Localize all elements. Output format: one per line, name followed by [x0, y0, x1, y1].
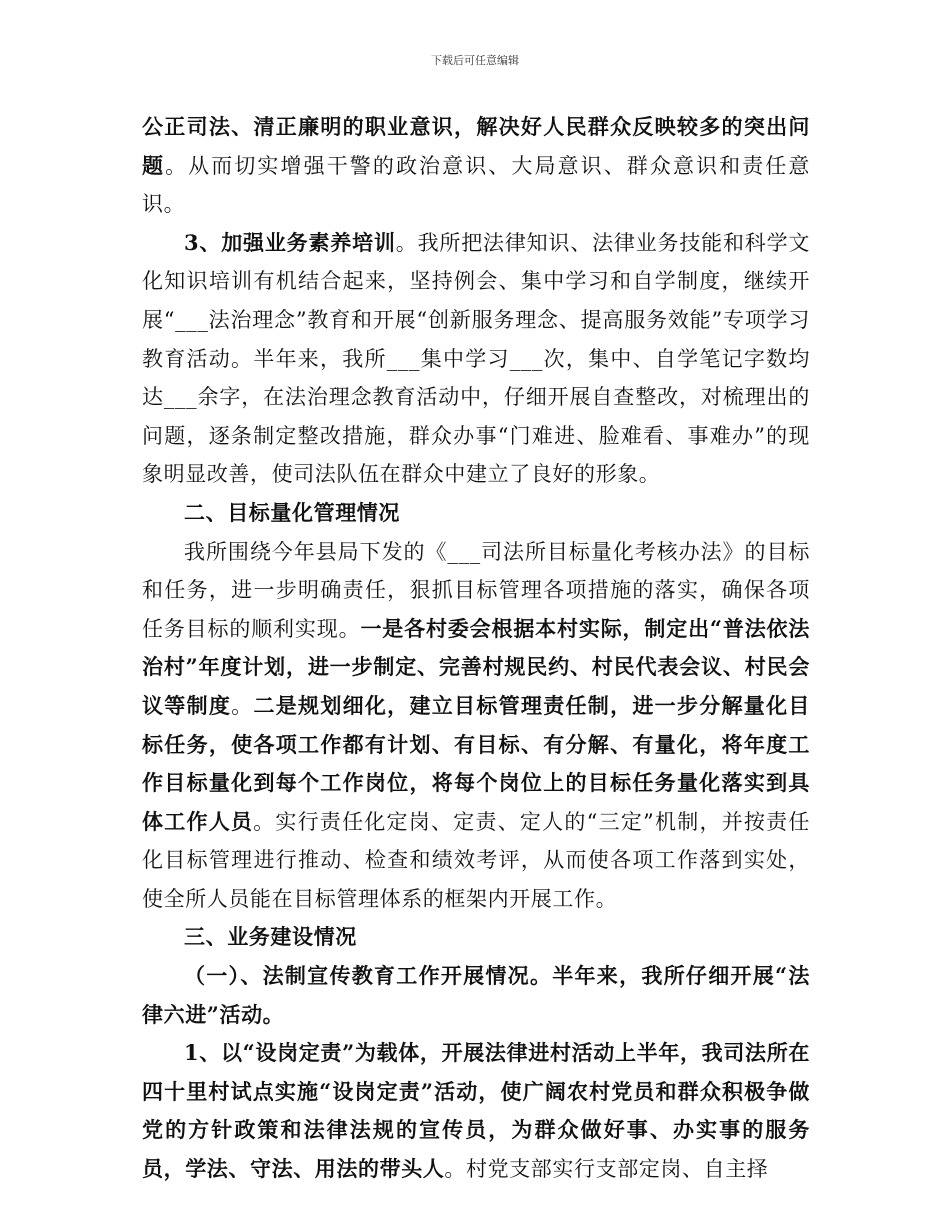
- paragraph: [142, 533, 810, 919]
- paragraph: [142, 108, 810, 224]
- text-normal: 。实行责任化定岗、定责、定人的“三定”机制，并按责任化目标管理进行推动、检查和绩效考评，从而使各项工作落到实处，使全所人员能在目标管理体系的框架内开展工作。: [142, 809, 810, 911]
- section-heading: [142, 494, 810, 533]
- text-normal: 。我所把法律知识、法律业务技能和科学文化知识培训有机结合起来，坚持例会、集中学习和自学制度，继续开展“___法治理念”教育和开展“创新服务理念、提高服务效能”专项学习教育活动。半年来，我所___集中学习___次，集中、自学笔记字数均达___余字，在法治理念教育活动中，仔细开展自查整改，对梳理出的问题，逐条制定整改措施，群众办事“门难进、脸难看、事难办”的现象明显改善，使司法队伍在群众中建立了良好的形象。: [142, 230, 810, 487]
- text-normal: 。从而切实增强干警的政治意识、大局意识、群众意识和责任意识。: [142, 153, 810, 217]
- section-heading: [142, 918, 810, 957]
- text-bold: 二、目标量化管理情况: [184, 499, 400, 525]
- text-bold: 公正司法、清正廉明的职业意识，解决好人民群众反映较多的突出问题: [142, 114, 810, 178]
- text-normal: 。: [231, 693, 254, 718]
- document-body: [142, 108, 810, 1189]
- paragraph: [142, 1034, 810, 1188]
- text-bold: 二是规划细化，建立目标管理责任制，进一步分解量化目标任务，使各项工作都有计划、有目标、有分解、有量化，将年度工作目标量化到每个工作岗位，将每个岗位上的目标任务量化落实到具体工作人员: [142, 692, 810, 834]
- text-bold: （一）、法制宣传教育工作开展情况。半年来，我所仔细开展“法律六进”活动。: [142, 963, 810, 1027]
- text-normal: 。村党支部实行支部定岗、自主择: [444, 1157, 769, 1182]
- text-bold: 三、业务建设情况: [184, 924, 357, 950]
- text-normal: 我所围绕今年县局下发的《___司法所目标量化考核办法》的目标和任务，进一步明确责任，狠抓目标管理各项措施的落实，确保各项任务目标的顺利实现。: [142, 539, 810, 641]
- text-bold: 3、加强业务素养培训: [184, 229, 396, 255]
- text-bold: 1、以“设岗定责”为载体，开展法律进村活动上半年，我司法所在四十里村试点实施“设岗定责”活动，使广阔农村党员和群众积极争做党的方针政策和法律法规的宣传员，为群众做好事、办实事的服务员，学法、守法、用法的带头人: [142, 1040, 810, 1182]
- subsection-heading: [142, 957, 810, 1034]
- paragraph: [142, 224, 810, 494]
- page-header: 下载后可任意编辑: [431, 54, 519, 67]
- text-bold: 一是各村委会根据本村实际，制定出“普法依法治村”年度计划，进一步制定、完善村规民约、村民代表会议、村民会议等制度: [142, 615, 810, 718]
